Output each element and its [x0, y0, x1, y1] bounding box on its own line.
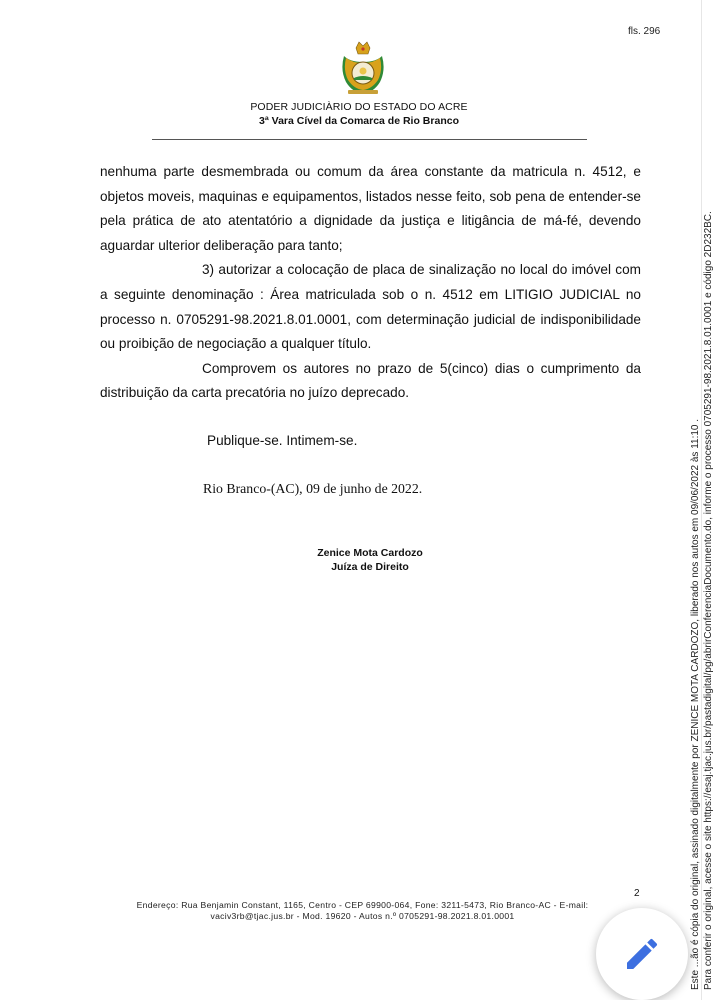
footer-address: Endereço: Rua Benjamin Constant, 1165, Centro - CEP 69900-064, Fone: 3211-5473, Rio Branco-AC - E-mail:	[136, 900, 589, 910]
judge-name: Zenice Mota Cardozo	[317, 547, 423, 559]
signature-block	[243, 546, 497, 574]
judge-title: Juíza de Direito	[331, 561, 409, 573]
acre-coat-of-arms-icon	[340, 40, 386, 96]
publication-order: Publique-se. Intimem-se.	[207, 433, 358, 448]
header-divider	[152, 139, 587, 140]
place-and-date: Rio Branco-(AC), 09 de junho de 2022.	[203, 481, 423, 496]
page-number: 2	[634, 888, 640, 899]
court-name: PODER JUDICIÀRIO DO ESTADO DO ACRE	[250, 101, 468, 113]
page-label: fls. 296	[628, 26, 661, 37]
paragraph-1: nenhuma parte desmembrada ou comum da área constante da matricula n. 4512, e objetos moveis, maquinas e equipamentos, listados nesse feito, sob pena de entender-se pela prática de ato atentatório a dignidade da justiça e litigância de má-fé, devendo aguardar ulterior deliberação para tanto;	[100, 164, 641, 253]
document-header	[0, 101, 718, 127]
stamp-line-2: Para conferir o original, acesse o site https://esaj.tjac.jus.br/pastadigital/pg/abrirConferenciaDocumento.do, informe o processo 0705291-98.2021.8.01.0001 e código 2D232BC.	[702, 211, 714, 990]
paragraph-2: 3) autorizar a colocação de placa de sinalização no local do imóvel com a seguinte denominação : Área matriculada sob o n. 4512 em LITIGIO JUDICIAL no processo n. 0705291-98.2021.8.01.0001, com determinação judicial de indisponibilidade ou proibição de negociação a qualquer título.	[100, 262, 641, 352]
stamp-line-1: Este ...ão é cópia do original, assinado digitalmente por ZENICE MOTA CARDOZO, liberado nos autos em 09/06/2022 às 11:10 .	[690, 418, 701, 990]
edit-button[interactable]	[596, 908, 688, 1000]
footer-email-reference: vaciv3rb@tjac.jus.br - Mod. 19620 - Autos n.º 0705291-98.2021.8.01.0001	[210, 911, 515, 921]
court-division: 3ª Vara Cível da Comarca de Rio Branco	[259, 115, 459, 127]
pencil-edit-icon	[622, 934, 662, 974]
document-footer	[90, 900, 635, 922]
digital-signature-stamp	[690, 160, 715, 990]
paragraph-3: Comprovem os autores no prazo de 5(cinco) dias o cumprimento da distribuição da carta precatória no juízo deprecado.	[100, 360, 641, 401]
decision-body	[100, 160, 641, 406]
